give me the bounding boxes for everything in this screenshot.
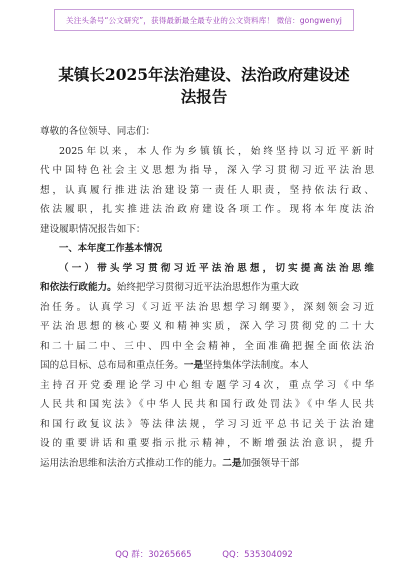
para-text: 运用法治思维和法治方式推动工作的能力。	[40, 457, 223, 469]
footer-contacts	[0, 548, 408, 560]
subsection-heading-bold: 和依法行政能力。	[40, 282, 117, 293]
para-line: 设的重要讲话和重要指示批示精神，不断增强法治意识，提升	[40, 438, 374, 449]
qq-group-number: QQ 群：30265665	[115, 550, 192, 560]
para-line	[40, 356, 374, 376]
point-label: 二是	[222, 457, 242, 469]
intro-line: 依法履职，扎实推进法治政府建设各项工作。现将本年度法治	[40, 204, 374, 215]
para-line: 主持召开党委理论学习中心组专题学习4次，重点学习《中华	[40, 379, 374, 391]
point-text: 坚持集体学法制度。本人	[203, 360, 309, 371]
intro-line: 2025年以来，本人作为乡镇镇长，始终坚持以习近平新时	[59, 145, 374, 157]
point-label: 一是	[183, 360, 204, 371]
document-title-line2: 法报告	[180, 87, 228, 106]
qq-number: QQ：535304092	[222, 550, 293, 560]
para-text: 国的总目标、总布局和重点任务。	[40, 360, 184, 371]
section-heading-1: 一、本年度工作基本情况	[59, 243, 163, 254]
header-banner: 关注头条号“公文研究”，获得最新最全最专业的公文资料库！ 微信：gongwenyj	[54, 9, 354, 31]
para-line: 平法治思想的核心要义和精神实质，深入学习贯彻党的二十大	[40, 321, 374, 332]
para-line: 人民共和国宪法》《中华人民共和国行政处罚法》《中华人民共	[40, 399, 374, 410]
para-line: 和国行政复议法》等法律法规，学习习近平总书记关于法治建	[40, 418, 374, 430]
subsection-heading-1: （一）带头学习贯彻习近平法治思想，切实提高法治思维	[59, 262, 374, 274]
document-title-line1: 某镇长2025年法治建设、法治政府建设述	[58, 65, 350, 84]
subsection-heading-1-cont	[40, 278, 374, 298]
salutation: 尊敬的各位领导、同志们：	[40, 126, 156, 137]
intro-line: 代中国特色社会主义思想为指导，深入学习贯彻习近平法治思	[40, 165, 374, 176]
para-line: 和二十届二中、三中、四中全会精神，全面准确把握全面依法治	[40, 340, 374, 352]
document-body	[40, 122, 374, 473]
intro-line: 想，认真履行推进法治建设第一责任人职责，坚持依法行政、	[40, 184, 374, 196]
point-text: 加强领导干部	[241, 457, 300, 469]
subsection-text: 始终把学习贯彻习近平法治思想作为重大政	[116, 282, 300, 293]
para-line: 治任务。认真学习《习近平法治思想学习纲要》，深刻领会习近	[40, 301, 374, 313]
intro-line: 建设履职情况报告如下：	[40, 223, 146, 235]
para-line	[40, 454, 374, 474]
